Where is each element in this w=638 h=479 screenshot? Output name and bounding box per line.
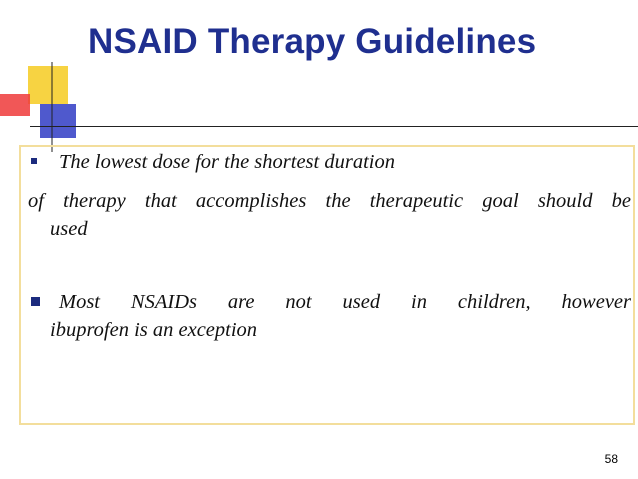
title-divider <box>30 126 638 127</box>
bullet-marker-1 <box>31 158 37 164</box>
page-number: 58 <box>604 452 618 466</box>
bullet-1-line-2: of therapy that accomplishes the therapeutic goal should be <box>28 190 631 212</box>
blue-square <box>40 104 76 138</box>
bullet-2-line-1: Most NSAIDs are not used in children, however <box>59 291 631 313</box>
bullet-1-line-1: The lowest dose for the shortest duration <box>59 151 395 173</box>
bullet-marker-2 <box>31 297 40 306</box>
yellow-square <box>28 66 68 104</box>
slide-title: NSAID Therapy Guidelines <box>88 22 537 61</box>
content-box <box>19 145 635 425</box>
bullet-2-line-2: ibuprofen is an exception <box>50 319 258 341</box>
red-square <box>0 94 30 116</box>
corner-decoration <box>0 62 90 152</box>
bullet-1-line-3: used <box>50 218 88 240</box>
